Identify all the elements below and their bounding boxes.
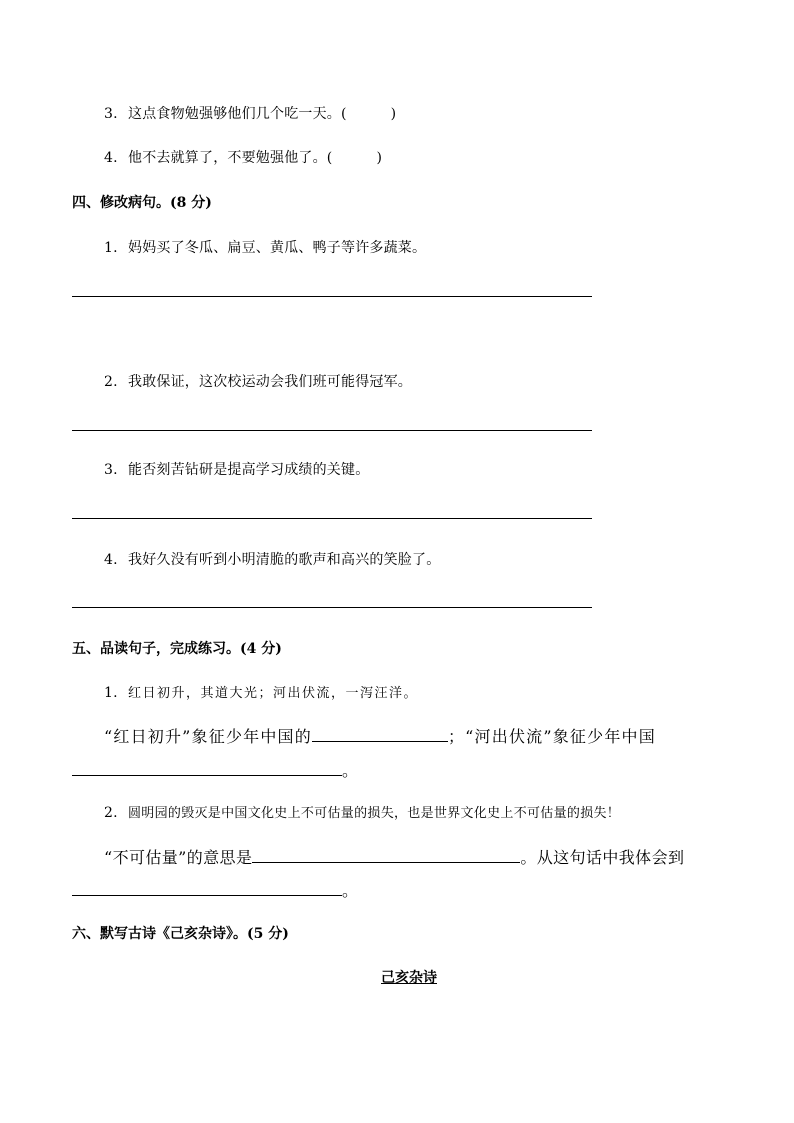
- section5-q2-line2: [72, 878, 359, 901]
- quote-text: 圆明园的毁灭是中国文化史上不可估量的损失，也是世界文化史上不可估量的损失！: [128, 806, 621, 821]
- section5-q2-quote: [104, 802, 620, 821]
- item-number: 1.: [104, 240, 118, 256]
- prompt-end: 。: [342, 761, 360, 780]
- fill-blank[interactable]: [72, 759, 342, 776]
- answer-line-2[interactable]: [72, 430, 592, 431]
- section3-item-3: [104, 103, 396, 123]
- section4-item-2: [104, 371, 412, 391]
- item-number: 2.: [104, 805, 118, 821]
- item-number: 4.: [104, 552, 118, 568]
- section5-q1-line2: [72, 758, 359, 781]
- section4-item-4: [104, 549, 440, 569]
- answer-line-3[interactable]: [72, 518, 592, 519]
- prompt-end: 。: [342, 881, 360, 900]
- item-text: 这点食物勉强够他们几个吃一天。(: [128, 106, 347, 122]
- answer-line-4[interactable]: [72, 607, 592, 608]
- section5-q1-quote: [104, 682, 418, 701]
- section4-item-3: [104, 459, 369, 479]
- answer-line-1[interactable]: [72, 296, 592, 297]
- item-close: ): [376, 150, 383, 166]
- prompt-text: “红日初升”象征少年中国的: [104, 727, 312, 746]
- item-number: 4.: [104, 150, 118, 166]
- item-text: 我好久没有听到小明清脆的歌声和高兴的笑脸了。: [128, 552, 441, 568]
- prompt-text: 。从这句话中我体会到: [520, 848, 685, 867]
- item-number: 3.: [104, 462, 118, 478]
- poem-title: 己亥杂诗: [381, 970, 437, 986]
- item-text: 妈妈买了冬瓜、扁豆、黄瓜、鸭子等许多蔬菜。: [128, 240, 427, 256]
- quote-text: 红日初升，其道大光；河出伏流，一泻汪洋。: [128, 686, 419, 701]
- item-close: ): [390, 106, 397, 122]
- section5-q2-line1: [104, 845, 684, 868]
- item-number: 2.: [104, 374, 118, 390]
- section6-heading: 六、默写古诗《己亥杂诗》。(5 分): [72, 926, 289, 942]
- item-text: 能否刻苦钻研是提高学习成绩的关键。: [128, 462, 370, 478]
- item-text: 我敢保证，这次校运动会我们班可能得冠军。: [128, 374, 412, 390]
- prompt-text: “不可估量”的意思是: [104, 848, 253, 867]
- section4-heading: 四、修改病句。(8 分): [72, 195, 212, 211]
- item-number: 3.: [104, 106, 118, 122]
- item-text: 他不去就算了，不要勉强他了。(: [128, 150, 333, 166]
- fill-blank[interactable]: [312, 725, 448, 742]
- fill-blank[interactable]: [72, 879, 342, 896]
- prompt-text: ；“河出伏流”象征少年中国: [447, 727, 656, 746]
- section5-q1-line1: [104, 724, 656, 747]
- section5-heading: 五、品读句子，完成练习。(4 分): [72, 641, 282, 657]
- fill-blank[interactable]: [252, 846, 520, 863]
- item-number: 1.: [104, 685, 118, 701]
- section3-item-4: [104, 147, 382, 167]
- section4-item-1: [104, 237, 426, 257]
